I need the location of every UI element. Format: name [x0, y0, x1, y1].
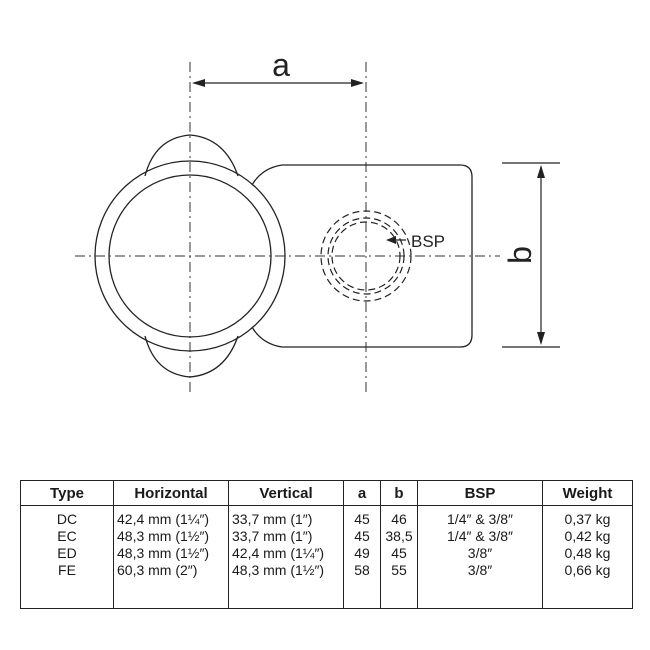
- dimension-a-label: a: [272, 47, 290, 83]
- header-horizontal: Horizontal: [114, 481, 229, 506]
- cell-a: 45: [344, 528, 381, 545]
- cell-vertical: 33,7 mm (1″): [229, 506, 344, 529]
- table-row: [21, 562, 633, 579]
- cell-b: 55: [381, 562, 418, 579]
- header-b: b: [381, 481, 418, 506]
- cell-horizontal: 48,3 mm (1½″): [114, 545, 229, 562]
- cell-weight: 0,37 kg: [543, 506, 633, 529]
- cell-horizontal: 42,4 mm (1¼″): [114, 506, 229, 529]
- spec-table: [20, 480, 633, 609]
- spacer-cell: [418, 579, 543, 609]
- header-bsp: BSP: [418, 481, 543, 506]
- spacer-cell: [114, 579, 229, 609]
- cell-type: DC: [21, 506, 114, 529]
- cell-bsp: 1/4″ & 3/8″: [418, 506, 543, 529]
- spacer-cell: [381, 579, 418, 609]
- table-row: [21, 506, 633, 529]
- table-row: [21, 545, 633, 562]
- spacer-cell: [543, 579, 633, 609]
- cell-type: FE: [21, 562, 114, 579]
- cell-b: 46: [381, 506, 418, 529]
- header-weight: Weight: [543, 481, 633, 506]
- spacer-cell: [344, 579, 381, 609]
- cell-vertical: 42,4 mm (1¼″): [229, 545, 344, 562]
- cell-horizontal: 48,3 mm (1½″): [114, 528, 229, 545]
- cell-a: 49: [344, 545, 381, 562]
- cell-weight: 0,42 kg: [543, 528, 633, 545]
- header-type: Type: [21, 481, 114, 506]
- bsp-label: BSP: [411, 232, 446, 251]
- cell-type: EC: [21, 528, 114, 545]
- table-header-row: [21, 481, 633, 506]
- cell-a: 58: [344, 562, 381, 579]
- cell-vertical: 48,3 mm (1½″): [229, 562, 344, 579]
- cell-a: 45: [344, 506, 381, 529]
- cell-weight: 0,66 kg: [543, 562, 633, 579]
- header-a: a: [344, 481, 381, 506]
- header-vertical: Vertical: [229, 481, 344, 506]
- cell-vertical: 33,7 mm (1″): [229, 528, 344, 545]
- cell-bsp: 3/8″: [418, 545, 543, 562]
- cell-b: 45: [381, 545, 418, 562]
- cell-type: ED: [21, 545, 114, 562]
- spacer-cell: [229, 579, 344, 609]
- spacer-cell: [21, 579, 114, 609]
- cell-horizontal: 60,3 mm (2″): [114, 562, 229, 579]
- table-row: [21, 528, 633, 545]
- centerlines: [75, 62, 500, 392]
- cell-bsp: 3/8″: [418, 562, 543, 579]
- table-spacer-row: [21, 579, 633, 609]
- bsp-leader: [386, 236, 406, 244]
- cell-weight: 0,48 kg: [543, 545, 633, 562]
- cell-b: 38,5: [381, 528, 418, 545]
- dimension-b-label: b: [502, 246, 538, 264]
- cell-bsp: 1/4″ & 3/8″: [418, 528, 543, 545]
